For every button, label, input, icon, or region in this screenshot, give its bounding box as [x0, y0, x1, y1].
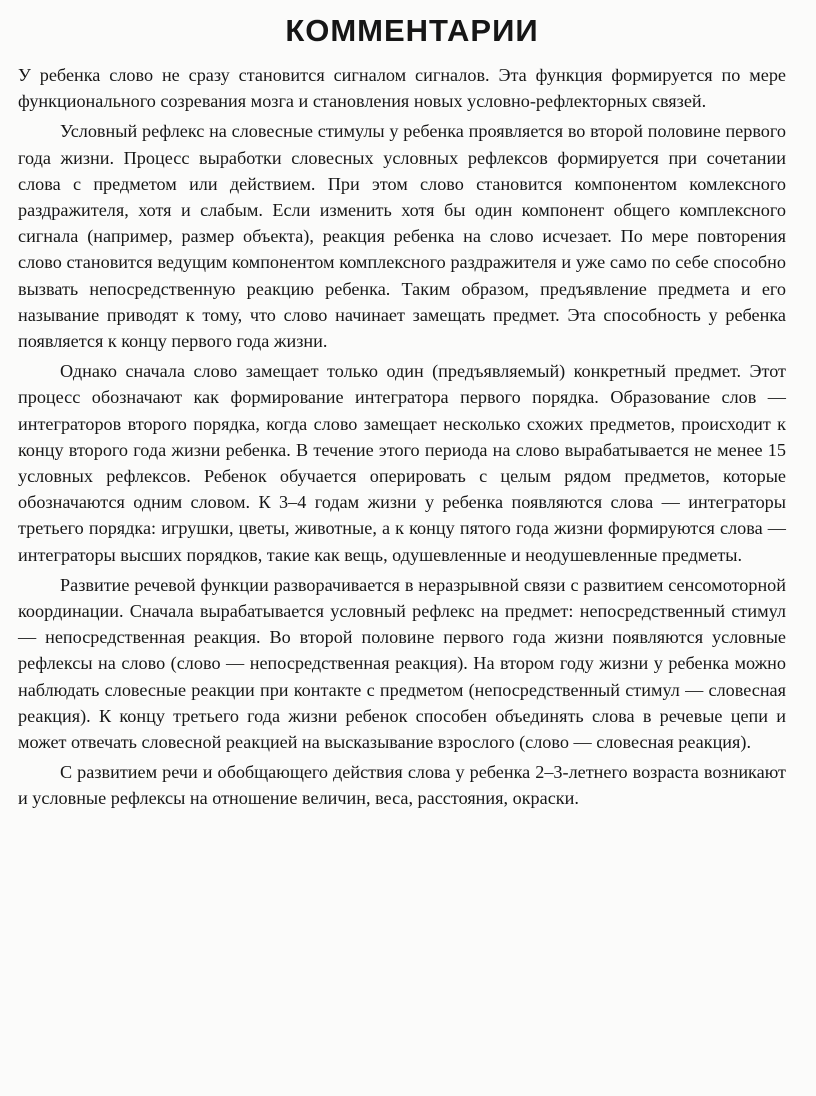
page-title: КОММЕНТАРИИ	[285, 13, 539, 48]
paragraph-2: Условный рефлекс на словесные стимулы у ребенка проявляется во второй половине первого года жизни. Процесс выработки словесных условных рефлексов формируется при сочетании слова с предметом или действием. При этом слово становится компонентом комлексного раздражителя, хотя и слабым. Если изменить хотя бы один компонент общего комплексного сигнала (например, размер объекта), реакция ребенка на слово исчезает. По мере повторения слово становится ведущим компонентом комплексного раздражителя и уже само по себе способно вызвать непосредственную реакцию ребенка. Таким образом, предъявление предмета и его называние приводят к тому, что слово начинает замещать предмет. Эта способность у ребенка появляется к концу первого года жизни.	[18, 121, 786, 352]
paragraph-3: Однако сначала слово замещает только один (предъявляемый) конкретный предмет. Этот процесс обозначают как формирование интегратора первого порядка. Образование слов — интеграторов второго порядка, когда слово замещает несколько схожих предметов, происходит к концу второго года жизни ребенка. В течение этого периода на слово вырабатывается не менее 15 условных рефлексов. Ребенок обучается оперировать с целым рядом предметов, которые обозначаются одним словом. К 3–4 годам жизни у ребенка появляются слова — интеграторы третьего порядка: игрушки, цветы, животные, а к концу пятого года жизни формируются слова — интеграторы высших порядков, такие как вещь, одушевленные и неодушевленные предметы.	[18, 361, 786, 565]
paragraph-4: Развитие речевой функции разворачивается в неразрывной связи с развитием сенсомоторной координации. Сначала вырабатывается условный рефлекс на предмет: непосредственный стимул — непосредственная реакция. Во второй половине первого года жизни появляются условные рефлексы на слово (слово — непосредственная реакция). На втором году жизни у ребенка можно наблюдать словесные реакции при контакте с предметом (непосредственный стимул — словесная реакция). К концу третьего года жизни ребенок способен объединять слова в речевые цепи и может отвечать словесной реакцией на высказывание взрослого (слово — словесная реакция).	[18, 574, 786, 753]
paragraph-5: С развитием речи и обобщающего действия слова у ребенка 2–3-летнего возраста возникают и условные рефлексы на отношение величин, веса, расстояния, окраски.	[18, 762, 786, 809]
paragraph-1: У ребенка слово не сразу становится сигналом сигналов. Эта функция формируется по мере функционального созревания мозга и становления новых условно-рефлекторных связей.	[18, 65, 786, 112]
